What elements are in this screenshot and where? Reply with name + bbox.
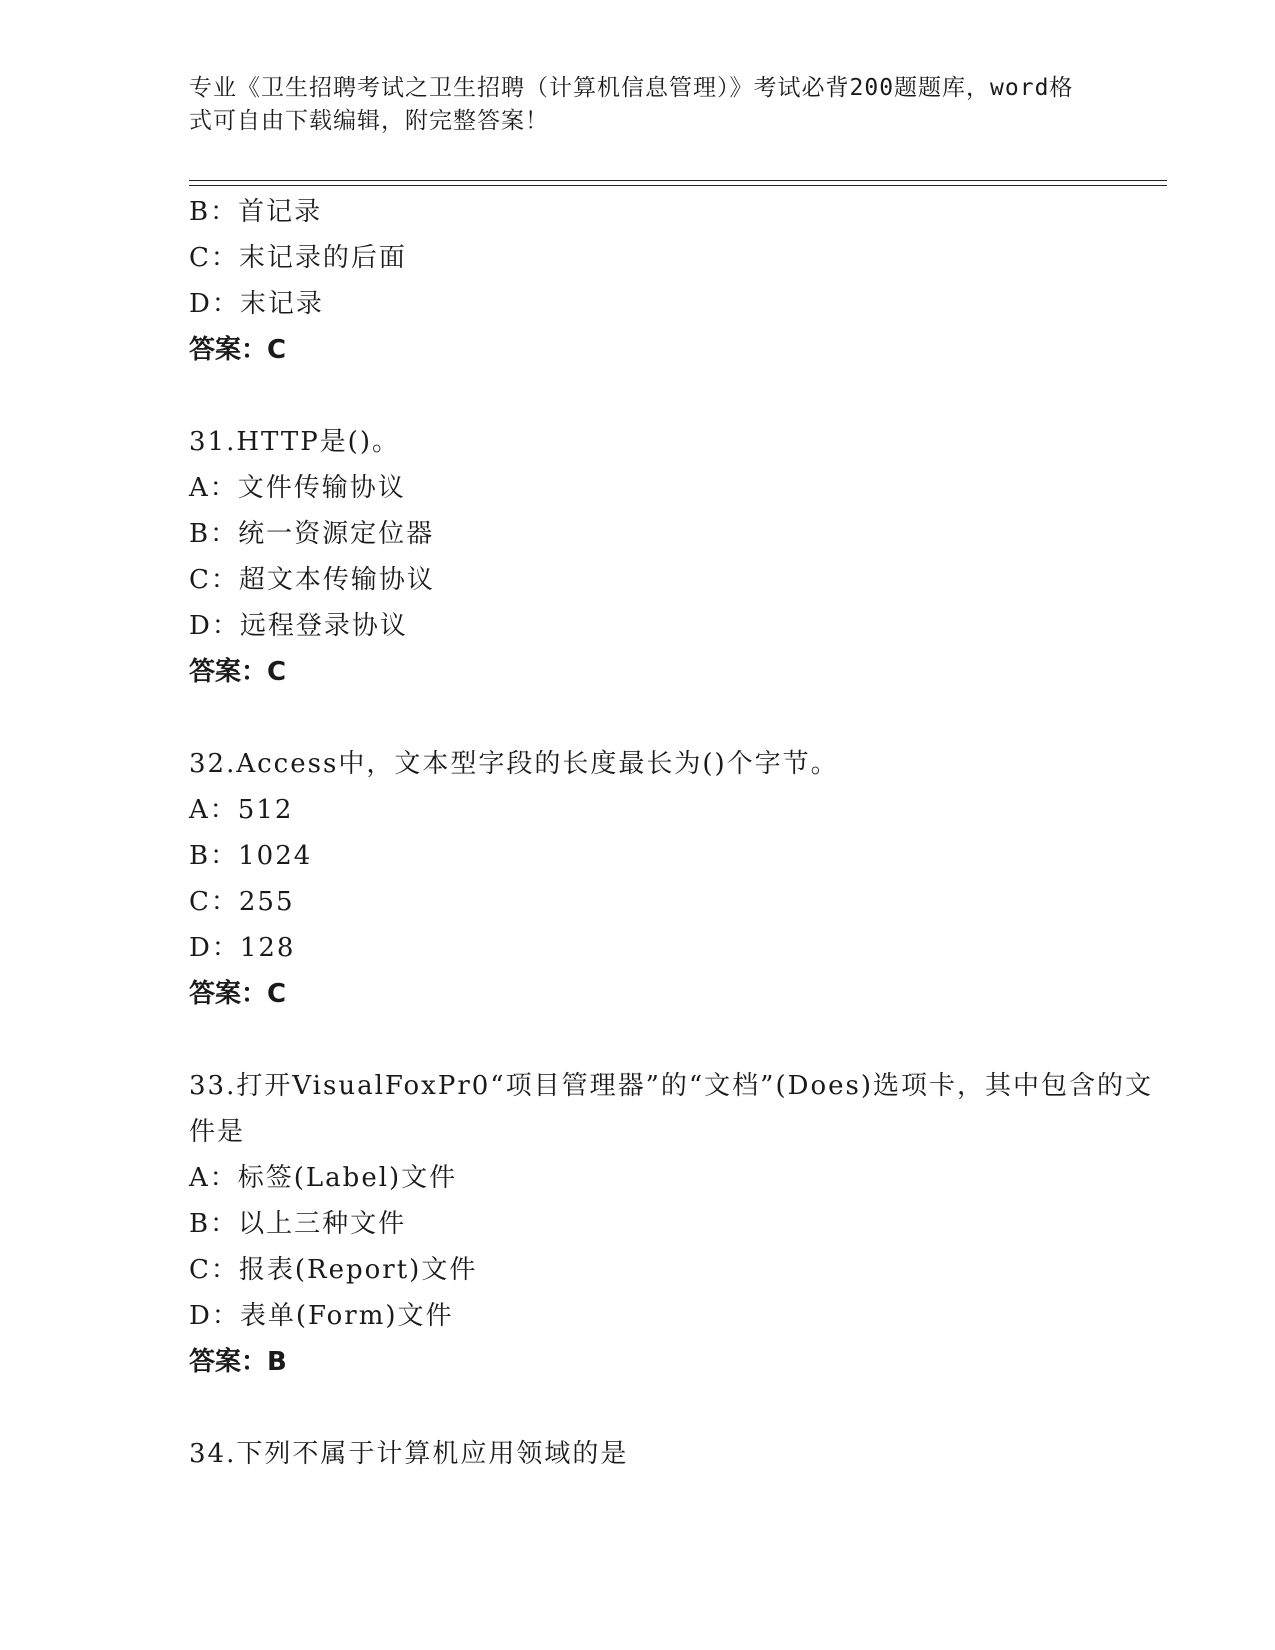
question-stem: 33.打开VisualFoxPr0“项目管理器”的“文档”(Does)选项卡，其中包含的文件是 — [189, 1071, 1153, 1147]
option-c: C：超文本传输协议 — [189, 565, 435, 595]
option-a: A：标签(Label)文件 — [189, 1163, 458, 1193]
question-stem: 34.下列不属于计算机应用领域的是 — [189, 1439, 629, 1469]
option-b: B：首记录 — [189, 197, 323, 227]
option-c: C：255 — [189, 887, 295, 917]
document-header: 专业《卫生招聘考试之卫生招聘（计算机信息管理）》考试必背200题题库，word格式可自由下载编辑，附完整答案！ — [189, 75, 1074, 134]
option-a: A：文件传输协议 — [189, 473, 406, 503]
question-stem: 31.HTTP是()。 — [189, 427, 400, 457]
option-d: D：表单(Form)文件 — [189, 1301, 454, 1331]
question-31 — [189, 419, 1169, 695]
header-divider-top — [189, 180, 1167, 181]
question-33 — [189, 1063, 1169, 1385]
question-30-continued — [189, 189, 1169, 373]
option-c: C：末记录的后面 — [189, 243, 407, 273]
option-d: D：远程登录协议 — [189, 611, 408, 641]
answer-line: 答案：B — [189, 1347, 287, 1377]
option-d: D：128 — [189, 933, 296, 963]
option-b: B：以上三种文件 — [189, 1209, 407, 1239]
question-32 — [189, 741, 1169, 1017]
question-stem: 32.Access中，文本型字段的长度最长为()个字节。 — [189, 749, 839, 779]
option-c: C：报表(Report)文件 — [189, 1255, 478, 1285]
answer-line: 答案：C — [189, 657, 287, 687]
answer-line: 答案：C — [189, 335, 287, 365]
header-divider-bottom — [189, 185, 1167, 186]
option-a: A：512 — [189, 795, 294, 825]
answer-line: 答案：C — [189, 979, 287, 1009]
option-b: B：1024 — [189, 841, 313, 871]
question-content — [189, 189, 1169, 1477]
option-b: B：统一资源定位器 — [189, 519, 435, 549]
option-d: D：末记录 — [189, 289, 324, 319]
question-34 — [189, 1431, 1169, 1477]
